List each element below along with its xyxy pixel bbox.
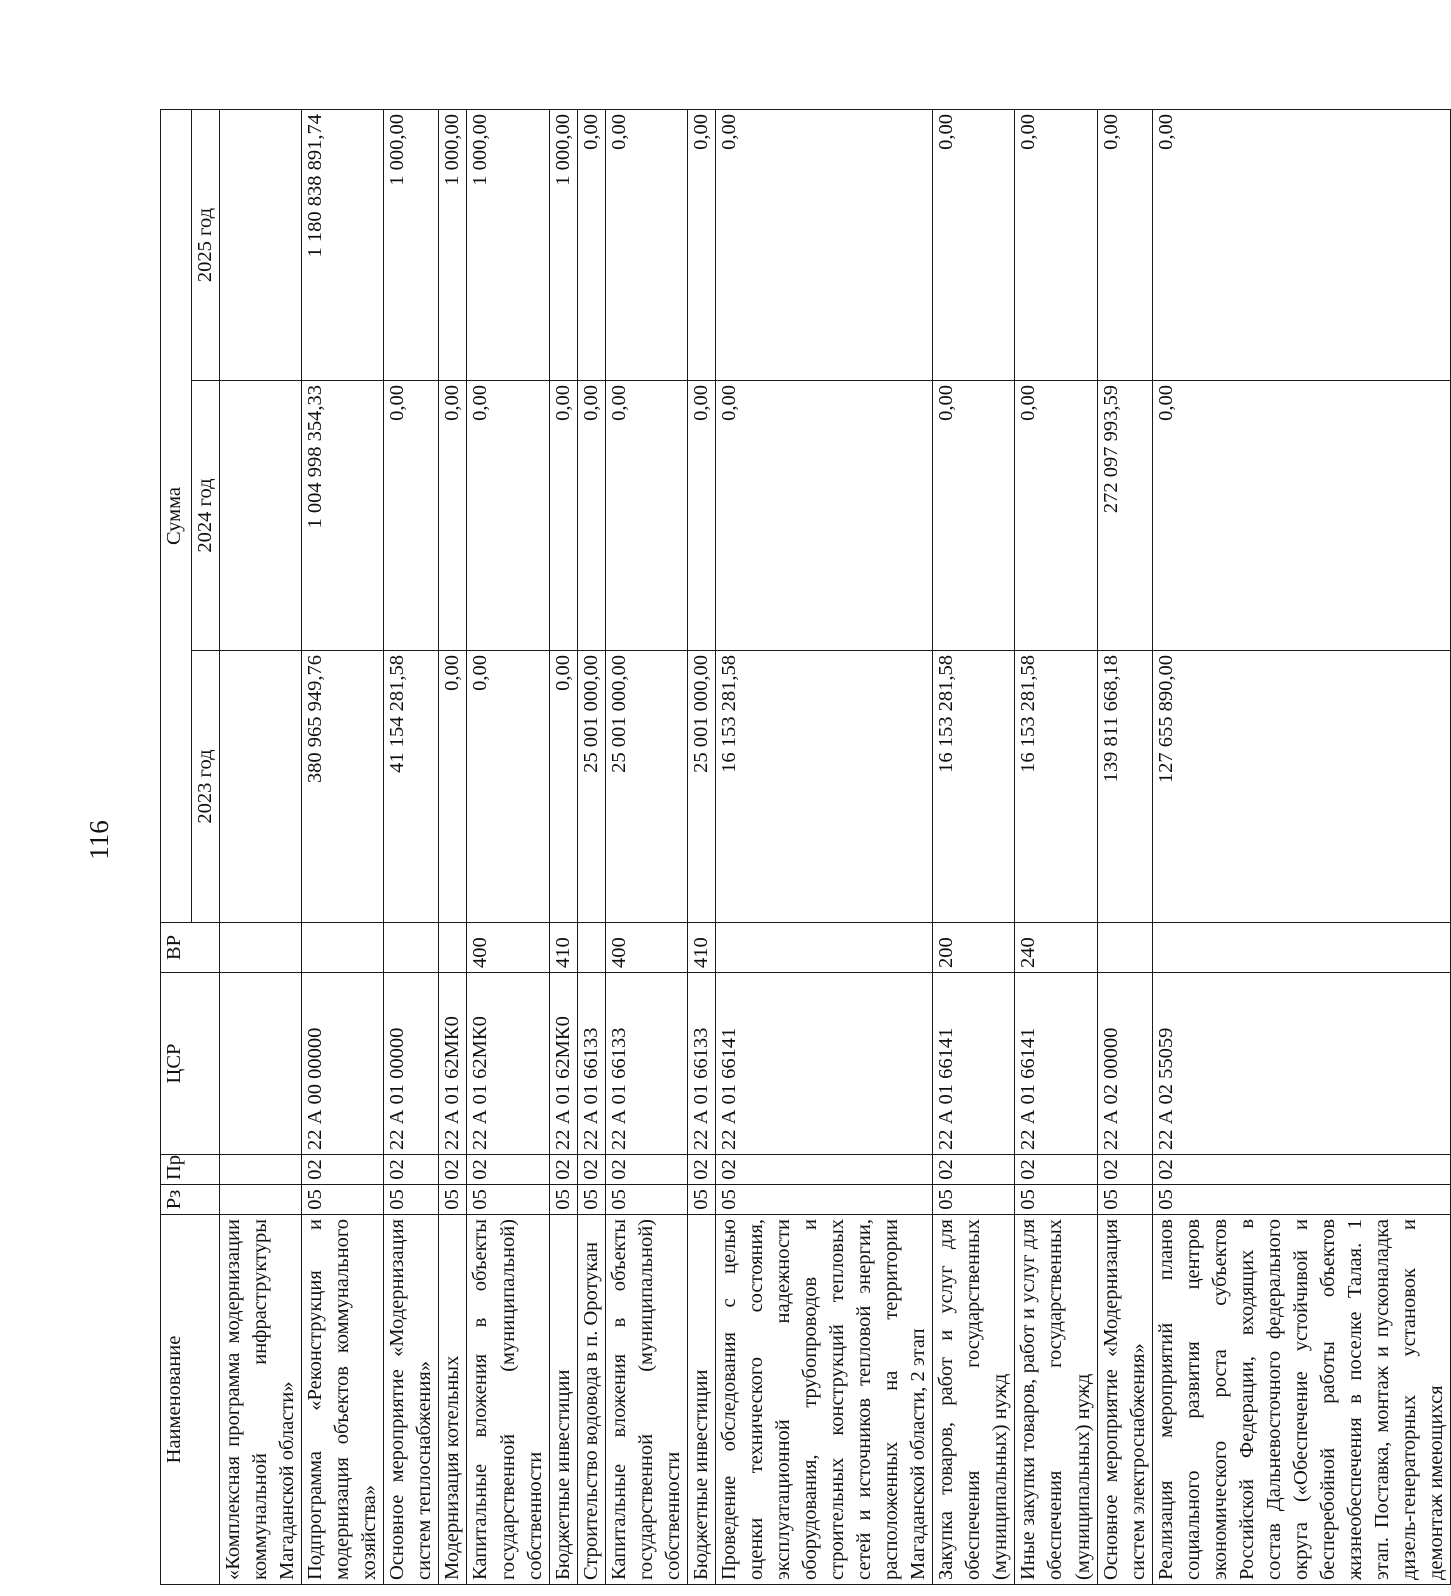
sum-2023-cell: 25 001 000,00 — [577, 651, 605, 923]
sum-2023-cell: 41 154 281,58 — [384, 651, 439, 923]
table-body — [220, 109, 1451, 1584]
csr-cell: 22 А 01 66133 — [687, 973, 715, 1155]
pr-cell: 02 — [467, 1155, 549, 1185]
sum-2023-cell: 0,00 — [549, 651, 577, 923]
vr-cell — [439, 923, 467, 973]
name-cell: Капитальные вложения в объекты государственной (муниципальной) собственности — [605, 1215, 687, 1585]
name-cell: Капитальные вложения в объекты государственной (муниципальной) собственности — [467, 1215, 549, 1585]
sum-2024-cell: 0,00 — [577, 381, 605, 651]
sum-2025-cell: 0,00 — [933, 109, 1015, 380]
pr-cell: 02 — [715, 1155, 932, 1185]
name-cell: Бюджетные инвестиции — [549, 1215, 577, 1585]
sum-2024-cell: 0,00 — [549, 381, 577, 651]
csr-cell: 22 А 01 66133 — [605, 973, 687, 1155]
rotated-table-container — [160, 110, 1448, 1585]
csr-cell: 22 А 01 00000 — [384, 973, 439, 1155]
csr-cell: 22 А 01 66133 — [577, 973, 605, 1155]
table-row — [439, 109, 467, 1584]
table-row — [715, 109, 932, 1584]
rz-cell: 05 — [1015, 1185, 1097, 1215]
header-rz: Рз — [161, 1185, 220, 1215]
sum-2024-cell: 0,00 — [467, 381, 549, 651]
sum-2025-cell: 0,00 — [1015, 109, 1097, 380]
table-row — [577, 109, 605, 1584]
sum-2024-cell: 0,00 — [687, 381, 715, 651]
csr-cell: 22 А 01 66141 — [933, 973, 1015, 1155]
name-cell: Проведение обследования с целью оценки технического состояния, эксплуатационной надежности оборудования, трубопроводов и строительных конструкций тепловых сетей и источников тепловой энергии, расположенных на территории Магаданской области, 2 этап — [715, 1215, 932, 1585]
sum-2025-cell: 1 000,00 — [439, 109, 467, 380]
name-cell: Закупка товаров, работ и услуг для обеспечения государственных (муниципальных) нужд — [933, 1215, 1015, 1585]
page-number: 116 — [84, 820, 114, 860]
csr-cell: 22 А 01 66141 — [1015, 973, 1097, 1155]
table-row — [384, 109, 439, 1584]
rz-cell: 05 — [687, 1185, 715, 1215]
sum-2025-cell: 0,00 — [1152, 109, 1451, 380]
pr-cell: 02 — [302, 1155, 384, 1185]
header-pr: Пр — [161, 1155, 220, 1185]
header-sum: Сумма — [161, 109, 192, 922]
table-row — [933, 109, 1015, 1584]
sum-2024-cell: 0,00 — [439, 381, 467, 651]
name-cell: Модернизация котельных — [439, 1215, 467, 1585]
sum-2023-cell: 25 001 000,00 — [687, 651, 715, 923]
vr-cell: 400 — [467, 923, 549, 973]
vr-cell: 410 — [687, 923, 715, 973]
pr-cell: 02 — [1015, 1155, 1097, 1185]
header-vr: ВР — [161, 923, 220, 973]
pr-cell — [220, 1155, 302, 1185]
pr-cell: 02 — [1152, 1155, 1451, 1185]
sum-2023-cell: 380 965 949,76 — [302, 651, 384, 923]
name-cell: Бюджетные инвестиции — [687, 1215, 715, 1585]
rz-cell: 05 — [467, 1185, 549, 1215]
table-row — [549, 109, 577, 1584]
rz-cell: 05 — [549, 1185, 577, 1215]
table-row — [302, 109, 384, 1584]
sum-2025-cell: 0,00 — [1097, 109, 1152, 380]
csr-cell: 22 А 01 66141 — [715, 973, 932, 1155]
name-cell: Реализация мероприятий планов социального развития центров экономического роста субъектов Российской Федерации, входящих в состав Дальневосточного федерального округа («Обеспечение устойчивой и бесперебойной работы объектов жизнеобеспечения в поселке Талая. 1 этап. Поставка, монтаж и пусконаладка дизель-генераторных установок и демонтаж имеющихся — [1152, 1215, 1451, 1585]
table-row — [605, 109, 687, 1584]
sum-2025-cell: 0,00 — [605, 109, 687, 380]
sum-2024-cell: 0,00 — [605, 381, 687, 651]
sum-2025-cell — [220, 109, 302, 380]
rz-cell: 05 — [302, 1185, 384, 1215]
sum-2024-cell: 272 097 993,59 — [1097, 381, 1152, 651]
vr-cell — [1097, 923, 1152, 973]
table-row — [1152, 109, 1451, 1584]
header-2023: 2023 год — [192, 651, 220, 923]
sum-2024-cell: 0,00 — [715, 381, 932, 651]
pr-cell: 02 — [1097, 1155, 1152, 1185]
header-name: Наименование — [161, 1215, 220, 1585]
budget-table — [160, 109, 1451, 1585]
sum-2024-cell: 0,00 — [1152, 381, 1451, 651]
sum-2023-cell: 16 153 281,58 — [933, 651, 1015, 923]
table-row — [687, 109, 715, 1584]
vr-cell — [1152, 923, 1451, 973]
sum-2025-cell: 0,00 — [715, 109, 932, 380]
rz-cell: 05 — [439, 1185, 467, 1215]
csr-cell: 22 А 02 55059 — [1152, 973, 1451, 1155]
sum-2025-cell: 1 000,00 — [549, 109, 577, 380]
sum-2023-cell: 0,00 — [467, 651, 549, 923]
sum-2024-cell: 0,00 — [933, 381, 1015, 651]
csr-cell: 22 А 01 62МК0 — [549, 973, 577, 1155]
vr-cell — [302, 923, 384, 973]
header-2025: 2025 год — [192, 109, 220, 380]
pr-cell: 02 — [605, 1155, 687, 1185]
header-csr: ЦСР — [161, 973, 220, 1155]
header-row-1 — [161, 109, 192, 1584]
sum-2025-cell: 1 000,00 — [467, 109, 549, 380]
csr-cell: 22 А 00 00000 — [302, 973, 384, 1155]
table-row — [467, 109, 549, 1584]
rz-cell: 05 — [1152, 1185, 1451, 1215]
name-cell: Основное мероприятие «Модернизация систем электроснабжения» — [1097, 1215, 1152, 1585]
rz-cell: 05 — [384, 1185, 439, 1215]
table-row — [220, 109, 302, 1584]
sum-2023-cell: 16 153 281,58 — [1015, 651, 1097, 923]
pr-cell: 02 — [439, 1155, 467, 1185]
sum-2025-cell: 0,00 — [687, 109, 715, 380]
table-row — [1015, 109, 1097, 1584]
vr-cell: 400 — [605, 923, 687, 973]
name-cell: Подпрограмма «Реконструкция и модернизация объектов коммунального хозяйства» — [302, 1215, 384, 1585]
vr-cell: 410 — [549, 923, 577, 973]
sum-2023-cell: 139 811 668,18 — [1097, 651, 1152, 923]
vr-cell: 240 — [1015, 923, 1097, 973]
pr-cell: 02 — [549, 1155, 577, 1185]
sum-2024-cell: 0,00 — [1015, 381, 1097, 651]
vr-cell — [715, 923, 932, 973]
csr-cell: 22 А 02 00000 — [1097, 973, 1152, 1155]
sum-2023-cell: 0,00 — [439, 651, 467, 923]
name-cell: Иные закупки товаров, работ и услуг для обеспечения государственных (муниципальных) нужд — [1015, 1215, 1097, 1585]
sum-2023-cell: 25 001 000,00 — [605, 651, 687, 923]
rz-cell: 05 — [605, 1185, 687, 1215]
pr-cell: 02 — [933, 1155, 1015, 1185]
sum-2024-cell — [220, 381, 302, 651]
sum-2023-cell: 16 153 281,58 — [715, 651, 932, 923]
rz-cell: 05 — [577, 1185, 605, 1215]
rz-cell: 05 — [933, 1185, 1015, 1215]
sum-2025-cell: 1 000,00 — [384, 109, 439, 380]
table-row — [1097, 109, 1152, 1584]
vr-cell — [384, 923, 439, 973]
sum-2025-cell: 0,00 — [577, 109, 605, 380]
vr-cell: 200 — [933, 923, 1015, 973]
pr-cell: 02 — [384, 1155, 439, 1185]
vr-cell — [577, 923, 605, 973]
pr-cell: 02 — [577, 1155, 605, 1185]
csr-cell — [220, 973, 302, 1155]
sum-2025-cell: 1 180 838 891,74 — [302, 109, 384, 380]
vr-cell — [220, 923, 302, 973]
pr-cell: 02 — [687, 1155, 715, 1185]
name-cell: Строительство водовода в п. Оротукан — [577, 1215, 605, 1585]
sum-2023-cell — [220, 651, 302, 923]
sum-2024-cell: 1 004 998 354,33 — [302, 381, 384, 651]
sum-2023-cell: 127 655 890,00 — [1152, 651, 1451, 923]
header-2024: 2024 год — [192, 381, 220, 651]
rz-cell: 05 — [715, 1185, 932, 1215]
name-cell: «Комплексная программа модернизации коммунальной инфраструктуры Магаданской области» — [220, 1215, 302, 1585]
name-cell: Основное мероприятие «Модернизация систем теплоснабжения» — [384, 1215, 439, 1585]
rz-cell: 05 — [1097, 1185, 1152, 1215]
rz-cell — [220, 1185, 302, 1215]
csr-cell: 22 А 01 62МК0 — [467, 973, 549, 1155]
sum-2024-cell: 0,00 — [384, 381, 439, 651]
csr-cell: 22 А 01 62МК0 — [439, 973, 467, 1155]
